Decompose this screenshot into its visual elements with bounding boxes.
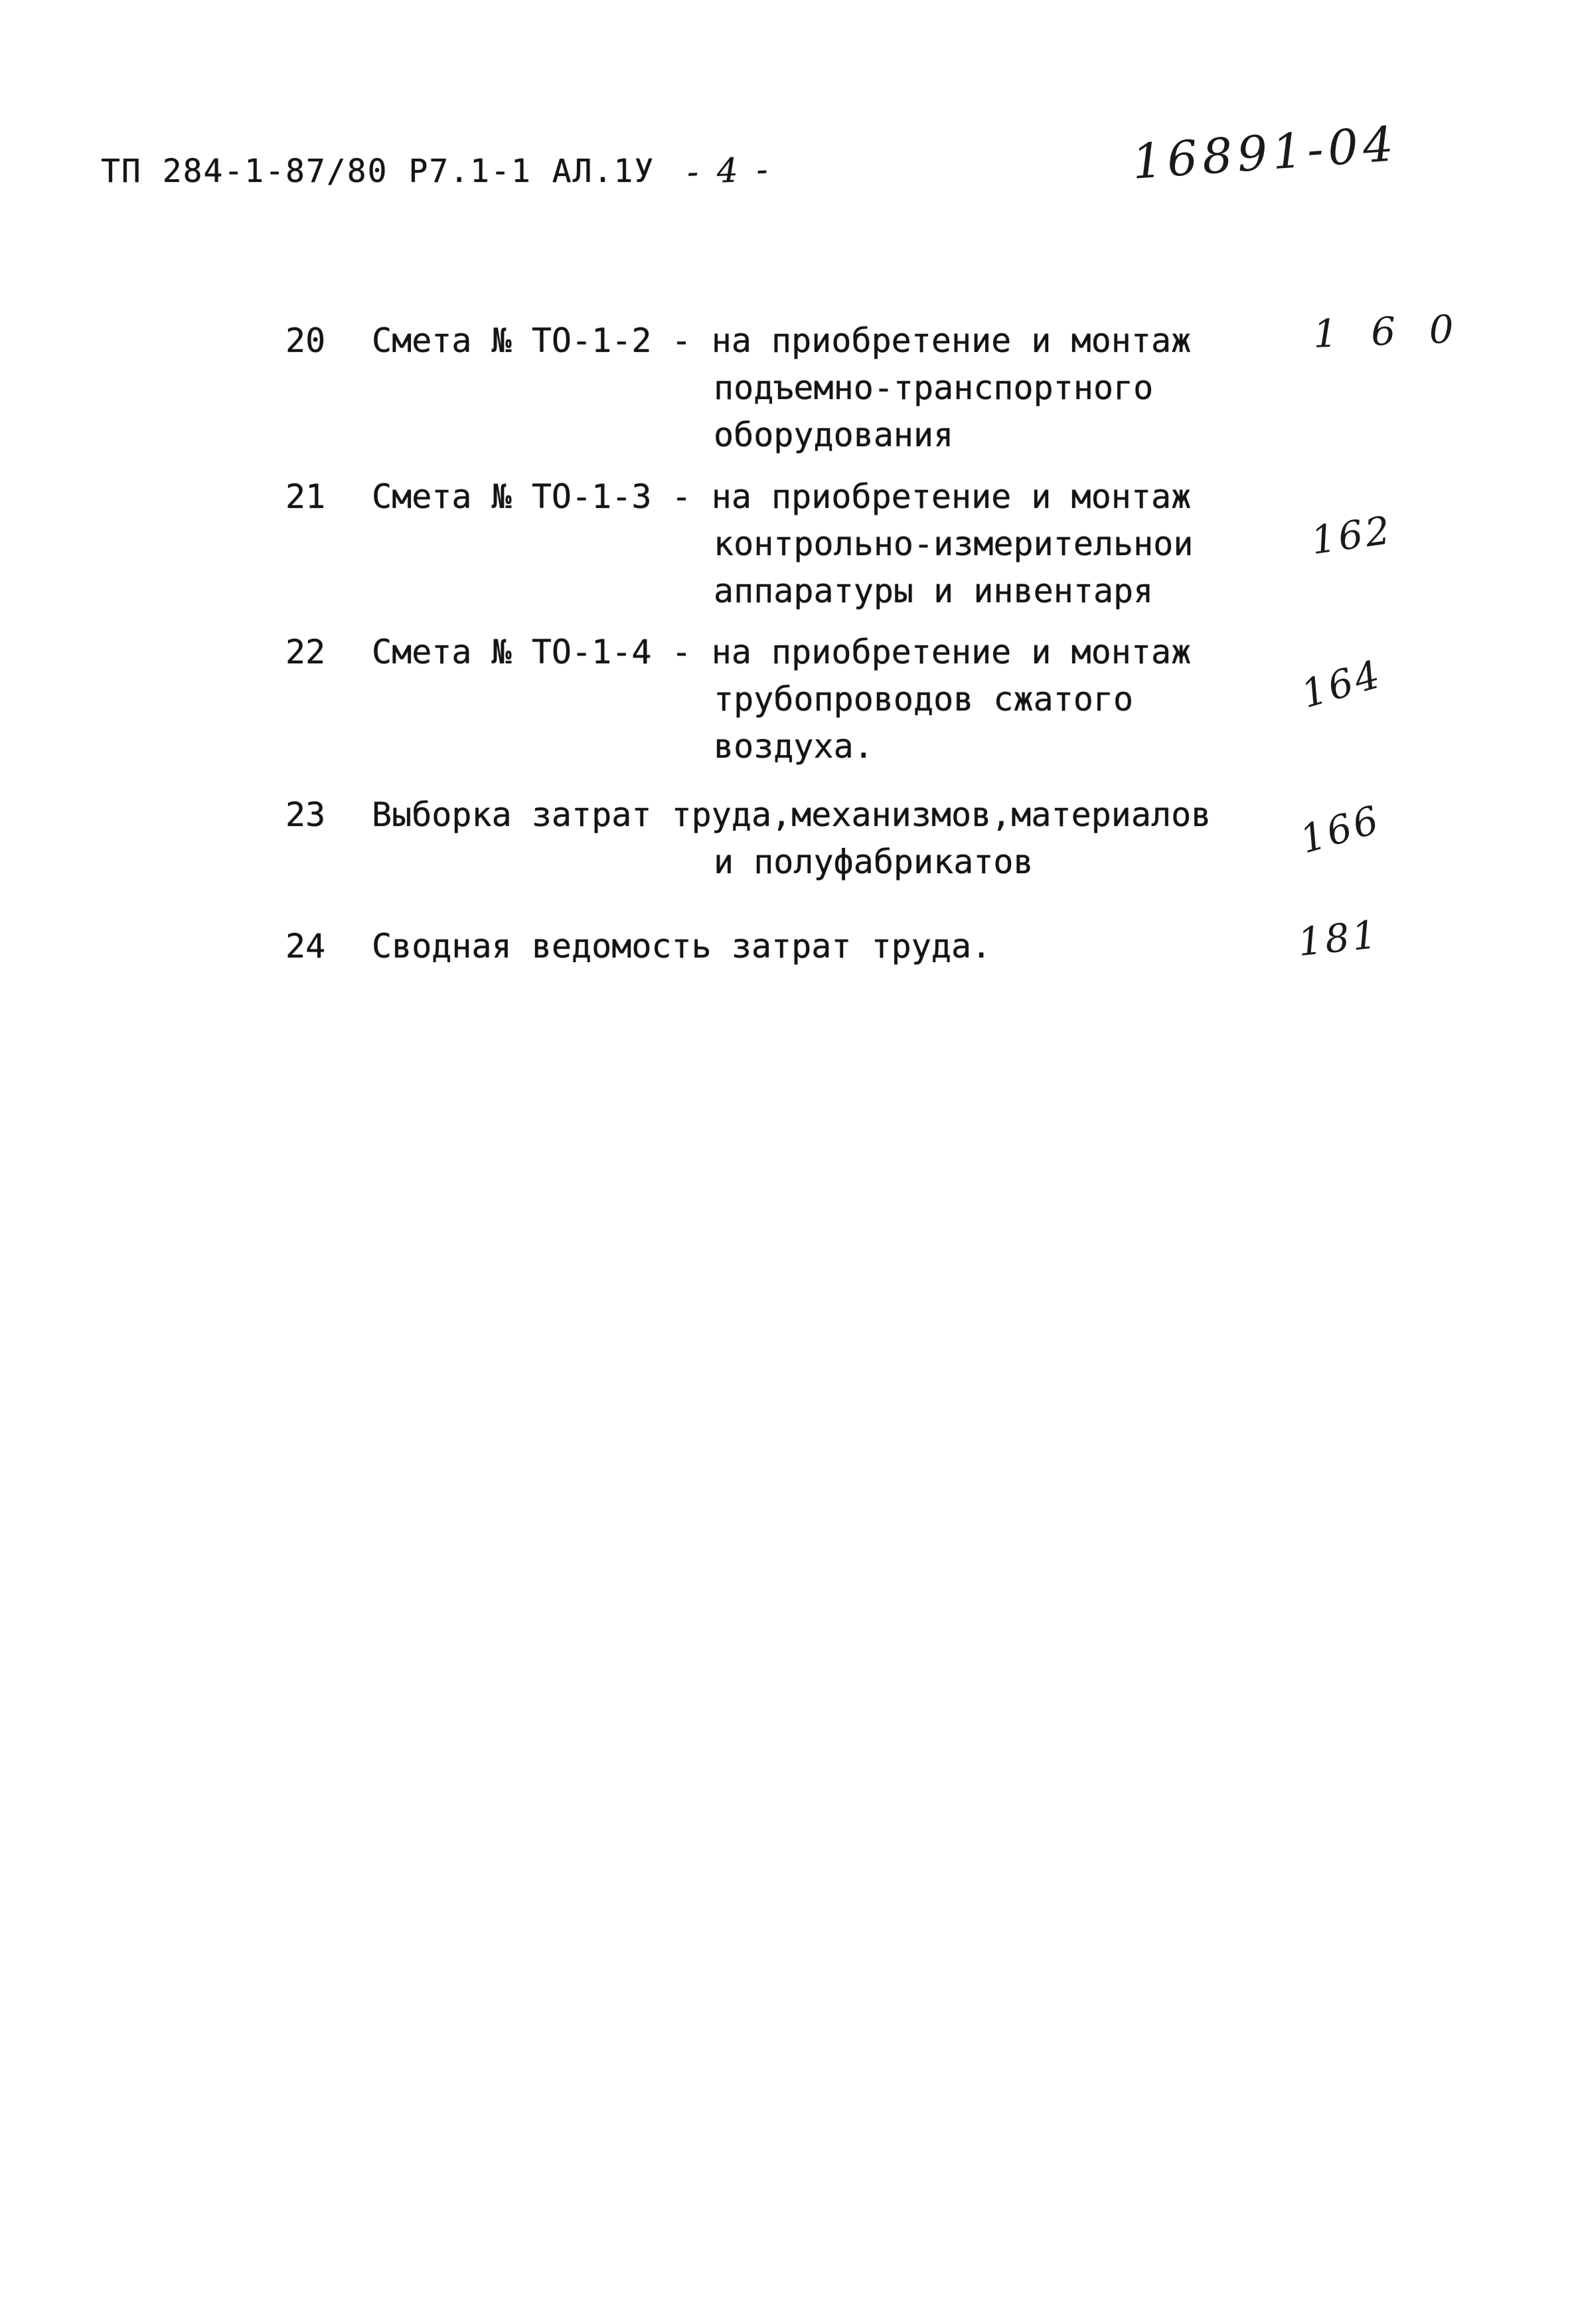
entry-title [372,923,991,970]
sheet-number-marker: - 4 - [686,149,773,192]
entry-title-line-2: трубопроводов сжатого [714,680,1134,718]
entry-title-line-1: Смета № ТО-1-4 - на приобретение и монтаж [372,633,1192,671]
entry-page-number: 162 [1308,507,1395,564]
entry-title-line-3: воздуха. [714,727,874,766]
entry-page-number: 181 [1295,911,1381,965]
entry-number: 20 [285,321,326,360]
entry-title [372,791,1211,886]
entry-title-line-1: Смета № ТО-1-2 - на приобретение и монтаж [372,321,1192,360]
entry-number: 23 [285,795,326,834]
entry-title-line-3: аппаратуры и инвентаря [714,572,1154,610]
entry-title-line-1: Выборка затрат труда,механизмов,материалов [372,795,1212,834]
entry-title [372,473,1193,615]
handwritten-inventory-number: 16891-04 [1130,116,1400,190]
entry-page-number: 166 [1295,796,1386,863]
entry-number: 21 [285,477,326,516]
entry-title-line-1: Сводная ведомость затрат труда. [372,927,992,965]
entry-page-number: 1 6 0 [1312,306,1465,357]
document-code: ТП 284-1-87/80 Р7.1-1 АЛ.1У [101,153,655,190]
entry-title-line-2: и полуфабрикатов [714,843,1034,881]
document-header [101,151,772,190]
entry-number: 22 [285,633,326,671]
entry-title [372,629,1191,770]
entry-title-line-3: оборудования [714,416,954,454]
entry-title-line-1: Смета № ТО-1-3 - на приобретение и монтаж [372,477,1192,516]
entry-number: 24 [285,927,326,965]
entry-title [372,317,1191,459]
entry-page-number: 164 [1296,651,1387,717]
entry-title-line-2: контрольно-измерительнои [714,525,1194,563]
entry-title-line-2: подъемно-транспортного [714,369,1154,407]
